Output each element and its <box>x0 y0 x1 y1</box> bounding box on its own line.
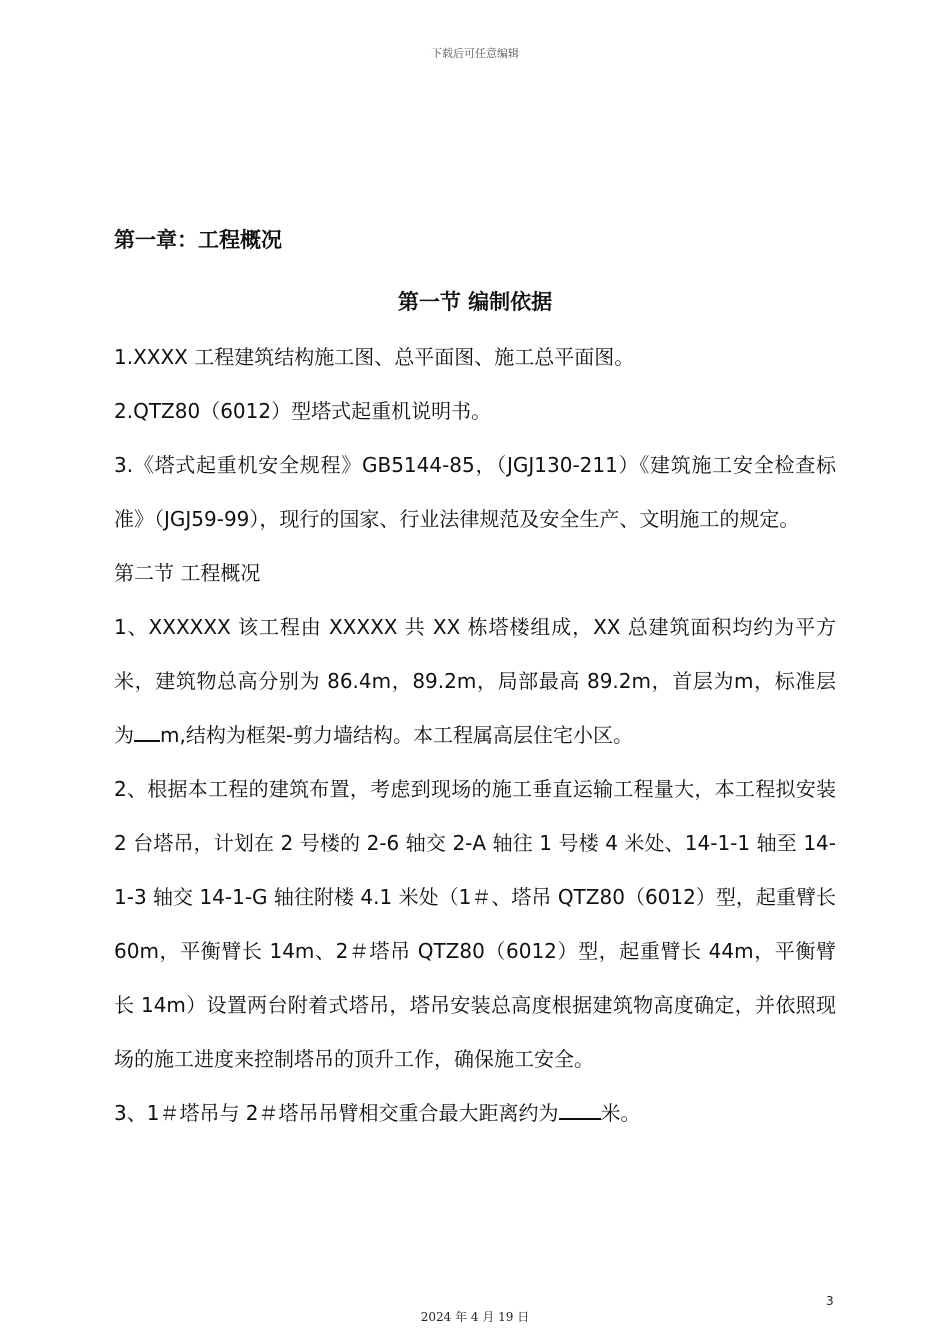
paragraph: 2.QTZ80（6012）型塔式起重机说明书。 <box>114 399 492 423</box>
fill-in-blank <box>559 1098 601 1120</box>
paragraph-text: 1、XXXXXX 该工程由 XXXXX 共 XX 栋塔楼组成，XX 总建筑面积均约为平方米，建筑物总高分别为 86.4m，89.2m，局部最高 89.2m，首层为m，标准层为 <box>114 615 836 747</box>
paragraph: 2、根据本工程的建筑布置，考虑到现场的施工垂直运输工程量大，本工程拟安装 2 台塔吊，计划在 2 号楼的 2-6 轴交 2-A 轴往 1 号楼 4 米处、14-1-1 轴至 14-1-3 轴交 14-1-G 轴往附楼 4.1 米处（1＃、塔吊 QTZ80（6012）型，起重臂长 60m，平衡臂长 14m、2＃塔吊 QTZ80（6012）型，起重臂长 44m，平衡臂长 14m）设置两台附着式塔吊，塔吊安装总高度根据建筑物高度确定，并依照现场的施工进度来控制塔吊的顶升工作，确保施工安全。 <box>114 777 836 1071</box>
subsection-title: 第二节 工程概况 <box>114 561 261 585</box>
document-body <box>114 220 836 1140</box>
fill-in-blank <box>134 720 160 742</box>
paragraph: 1.XXXX 工程建筑结构施工图、总平面图、施工总平面图。 <box>114 345 635 369</box>
footer-date: 2024 年 4 月 19 日 <box>420 1310 530 1324</box>
paragraph <box>114 1086 836 1140</box>
paragraph-text: 3、1＃塔吊与 2＃塔吊吊臂相交重合最大距离约为 <box>114 1101 559 1125</box>
paragraph-text: 米。 <box>600 1101 641 1125</box>
paragraph <box>114 600 836 762</box>
paragraph-text: m,结构为框架-剪力墙结构。本工程属高层住宅小区。 <box>160 723 634 747</box>
chapter-title: 第一章：工程概况 <box>114 228 282 252</box>
section-title: 第一节 编制依据 <box>397 290 553 314</box>
paragraph: 3.《塔式起重机安全规程》GB5144-85，（JGJ130-211）《建筑施工安全检查标准》（JGJ59-99），现行的国家、行业法律规范及安全生产、文明施工的规定。 <box>114 453 836 531</box>
header-note: 下载后可任意编辑 <box>431 47 519 60</box>
page-number: 3 <box>826 1294 834 1308</box>
